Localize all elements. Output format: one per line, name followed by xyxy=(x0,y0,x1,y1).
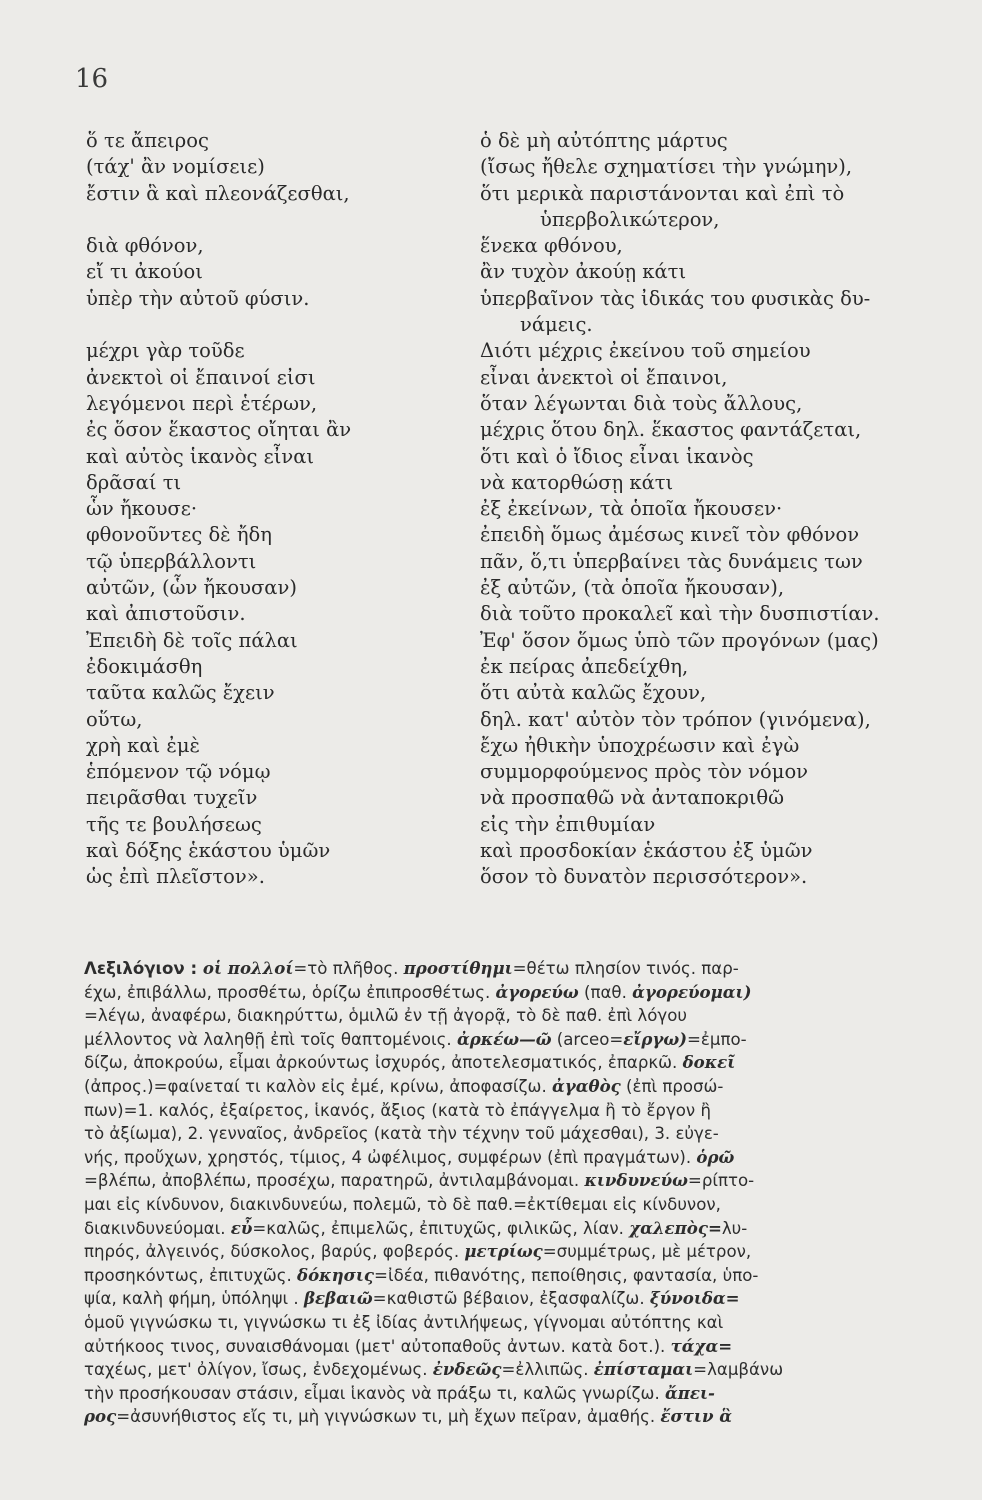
glossary-term: ἄπει- xyxy=(665,1382,715,1403)
translation-line: εἶναι ἀνεκτοὶ οἱ ἔπαινοι, xyxy=(480,365,728,389)
glossary-definition: (ἀπρος.)=φαίνεταί τι καλὸν εἰς ἐμέ, κρίνω, ἀποφασίζω. xyxy=(84,1076,553,1096)
glossary-definition: μέλλοντος νὰ λαληθῇ ἐπὶ τοῖς θαπτομένοις. xyxy=(84,1029,457,1049)
translation-line: καὶ προσδοκίαν ἑκάστου ἐξ ὑμῶν xyxy=(480,839,813,863)
glossary-term: ἀγορεύω xyxy=(495,981,579,1002)
glossary-definition: (ἐπὶ προσώ- xyxy=(620,1076,724,1096)
glossary-definition: =ἐλλιπῶς. xyxy=(501,1360,594,1380)
ancient-text-column xyxy=(86,128,446,891)
glossary-term: ρος xyxy=(84,1406,117,1427)
glossary-definition: προσηκόντως, ἐπιτυχῶς. xyxy=(84,1265,298,1285)
glossary-line xyxy=(84,1240,950,1264)
translation-line: ἂν τυχὸν ἀκούῃ κάτι xyxy=(480,260,687,284)
glossary-definition: τὴν προσήκουσαν στάσιν, εἶμαι ἱκανὸς νὰ πράξω τι, καλῶς γνωρίζω. xyxy=(84,1383,665,1403)
glossary-line xyxy=(84,1169,950,1193)
glossary-term: εἴργω) xyxy=(623,1028,688,1049)
glossary-line xyxy=(84,1051,950,1075)
translation-line: νὰ προσπαθῶ νὰ ἀνταποκριθῶ xyxy=(480,786,785,810)
ancient-text-line: ἐδοκιμάσθη xyxy=(86,654,203,678)
glossary-definition: μαι εἰς κίνδυνον, διακινδυνεύω, πολεμῶ, τὸ δὲ παθ.=ἐκτίθεμαι εἰς κίνδυνον, xyxy=(84,1194,721,1214)
glossary-term: ἔστιν ἃ xyxy=(660,1406,732,1427)
glossary-term: ἀρκέω—ῶ xyxy=(456,1028,552,1049)
ancient-text-line xyxy=(86,207,446,233)
translation-line: ὅτι αὐτὰ καλῶς ἔχουν, xyxy=(480,681,707,705)
ancient-text-line: (τάχ' ἂν νομίσειε) xyxy=(86,155,265,179)
translation-line: ὑπερβαῖνον τὰς ἰδικάς του φυσικὰς δυ- xyxy=(480,286,871,310)
glossary-line xyxy=(84,1311,950,1335)
glossary-line xyxy=(84,957,950,981)
glossary-line xyxy=(84,981,950,1005)
glossary-term: ἀγαθὸς xyxy=(552,1075,621,1096)
glossary-definition: =καλῶς, ἐπιμελῶς, ἐπιτυχῶς, φιλικῶς, λίαν. xyxy=(252,1218,630,1238)
ancient-text-line: Ἐπειδὴ δὲ τοῖς πάλαι xyxy=(86,628,298,652)
glossary-line xyxy=(84,1358,950,1382)
glossary-definition: πων)=1. καλός, ἐξαίρετος, ἱκανός, ἄξιος (κατὰ τὸ ἐπάγγελμα ἢ τὸ ἔργον ἢ xyxy=(84,1100,711,1120)
ancient-text-line: πειρᾶσθαι τυχεῖν xyxy=(86,786,258,810)
ancient-text-line: φθονοῦντες δὲ ἤδη xyxy=(86,523,272,547)
translation-line: ὅταν λέγωνται διὰ τοὺς ἄλλους, xyxy=(480,391,803,415)
glossary-term: κινδυνεύω xyxy=(584,1170,688,1191)
ancient-text-line: οὕτω, xyxy=(86,707,143,731)
ancient-text-line: καὶ δόξης ἑκάστου ὑμῶν xyxy=(86,839,331,863)
glossary-line xyxy=(84,1099,950,1123)
glossary-definition: δίζω, ἀποκρούω, εἶμαι ἀρκούντως ἰσχυρός, ἀποτελεσματικός, ἐπαρκῶ. xyxy=(84,1053,683,1073)
glossary-line xyxy=(84,1122,950,1146)
glossary-definition: =καθιστῶ βέβαιον, ἐξασφαλίζω. xyxy=(372,1289,650,1309)
translation-line: διὰ τοῦτο προκαλεῖ καὶ τὴν δυσπιστίαν. xyxy=(480,602,880,626)
translation-line: νάμεις. xyxy=(520,313,593,337)
glossary-term: δόκησις xyxy=(297,1264,375,1285)
glossary-line xyxy=(84,1004,950,1028)
glossary-definition: ψία, καλὴ φήμη, ὑπόληψι . xyxy=(84,1289,304,1309)
ancient-text-line xyxy=(86,312,446,338)
glossary-term: ἐνδεῶς xyxy=(432,1359,502,1380)
glossary-line xyxy=(84,1287,950,1311)
modern-translation-column xyxy=(480,128,960,891)
glossary-line xyxy=(84,1028,950,1052)
glossary-definition: =ἰδέα, πιθανότης, πεποίθησις, φαντασία, ὑπο- xyxy=(374,1265,759,1285)
ancient-text-line: τῆς τε βουλήσεως xyxy=(86,812,262,836)
glossary-term: βεβαιῶ xyxy=(303,1288,373,1309)
ancient-text-line: αὐτῶν, (ὧν ἤκουσαν) xyxy=(86,576,297,600)
ancient-text-line: ἔστιν ἃ καὶ πλεονάζεσθαι, xyxy=(86,181,350,205)
ancient-text-line: ἑπόμενον τῷ νόμῳ xyxy=(86,760,271,784)
glossary-definition: =θέτω πλησίον τινός. παρ- xyxy=(512,959,739,978)
glossary-definition: νής, προὔχων, χρηστός, τίμιος, 4 ὠφέλιμος, συμφέρων (ἐπὶ πραγμάτων). xyxy=(84,1147,697,1167)
glossary-definition: διακινδυνεύομαι. xyxy=(84,1218,231,1238)
ancient-text-line: διὰ φθόνον, xyxy=(86,234,204,258)
translation-line: ἔχω ἠθικὴν ὑποχρέωσιν καὶ ἐγὼ xyxy=(480,733,800,757)
glossary-line xyxy=(84,1193,950,1217)
translation-line: ἐξ ἐκείνων, τὰ ὁποῖα ἤκουσεν· xyxy=(480,497,783,521)
translation-line: ἐπειδὴ ὅμως ἀμέσως κινεῖ τὸν φθόνον xyxy=(480,523,860,547)
ancient-text-line: λεγόμενοι περὶ ἑτέρων, xyxy=(86,391,318,415)
ancient-text-line: εἴ τι ἀκούοι xyxy=(86,260,203,284)
translation-line: ἕνεκα φθόνου, xyxy=(480,234,623,258)
glossary-line xyxy=(84,1264,950,1288)
glossary-definition: (παθ. xyxy=(578,982,633,1002)
glossary-term: ξύνοιδα= xyxy=(649,1288,740,1309)
ancient-text-line: τῷ ὑπερβάλλοντι xyxy=(86,549,257,573)
translation-line: ὁ δὲ μὴ αὐτόπτης μάρτυς xyxy=(480,129,728,152)
glossary-definition: ὁμοῦ γιγνώσκω τι, γιγνώσκω τι ἐξ ἰδίας ἀντιλήψεως, γίγνομαι αὐτόπτης καὶ xyxy=(84,1312,724,1332)
glossary-definition: =τὸ πλῆθος. xyxy=(293,959,404,978)
glossary-term: οἱ πολλοί xyxy=(202,958,294,978)
glossary-term: προστίθημι xyxy=(403,958,513,978)
translation-line: ἐξ αὐτῶν, (τὰ ὁποῖα ἤκουσαν), xyxy=(480,576,785,600)
translation-line: μέχρις ὅτου δηλ. ἕκαστος φαντάζεται, xyxy=(480,418,862,442)
glossary-definition: =βλέπω, ἀποβλέπω, προσέχω, παρατηρῶ, ἀντιλαμβάνομαι. xyxy=(84,1171,585,1191)
glossary-definition: πηρός, ἀλγεινός, δύσκολος, βαρύς, φοβερός. xyxy=(84,1242,465,1262)
ancient-text-line: ταῦτα καλῶς ἔχειν xyxy=(86,681,275,705)
glossary-line xyxy=(84,1075,950,1099)
translation-line: ὅσον τὸ δυνατὸν περισσότερον». xyxy=(480,865,808,889)
glossary-term: μετρίως xyxy=(464,1241,543,1262)
page-number: 16 xyxy=(75,64,109,94)
ancient-text-line: καὶ ἀπιστοῦσιν. xyxy=(86,602,246,626)
glossary-definition: ταχέως, μετ' ὀλίγον, ἴσως, ἐνδεχομένως. xyxy=(84,1360,433,1380)
glossary-line xyxy=(84,1382,950,1406)
translation-line: Διότι μέχρις ἐκείνου τοῦ σημείου xyxy=(480,339,811,363)
glossary-definition: αὐτήκοος τινος, συναισθάνομαι (μετ' αὐτοπαθοῦς ἀντων. κατὰ δοτ.). xyxy=(84,1336,671,1356)
translation-line: δηλ. κατ' αὐτὸν τὸν τρόπον (γινόμενα), xyxy=(480,707,871,731)
ancient-text-line: ἀνεκτοὶ οἱ ἔπαινοί εἰσι xyxy=(86,365,316,389)
glossary-definition: =ρίπτο- xyxy=(687,1171,755,1191)
glossary-definition: =συμμέτρως, μὲ μέτρον, xyxy=(542,1242,752,1262)
glossary-term: τάχα= xyxy=(670,1335,733,1356)
translation-line: εἰς τὴν ἐπιθυμίαν xyxy=(480,812,656,836)
ancient-text-line: καὶ αὐτὸς ἱκανὸς εἶναι xyxy=(86,444,315,468)
translation-line: (ἴσως ἤθελε σχηματίσει τὴν γνώμην), xyxy=(480,155,853,179)
translation-line: ὅτι μερικὰ παριστάνονται καὶ ἐπὶ τὸ xyxy=(480,181,845,205)
glossary-definition: λυ- xyxy=(721,1218,748,1238)
ancient-text-line: χρὴ καὶ ἐμὲ xyxy=(86,733,200,757)
glossary-term: ἐπίσταμαι xyxy=(593,1359,694,1380)
translation-line: πᾶν, ὅ,τι ὑπερβαίνει τὰς δυνάμεις των xyxy=(480,549,863,573)
translation-line: ὅτι καὶ ὁ ἴδιος εἶναι ἱκανὸς xyxy=(480,444,754,468)
translation-line: Ἐφ' ὅσον ὅμως ὑπὸ τῶν προγόνων (μας) xyxy=(480,628,879,652)
glossary-definition: =ἐμπο- xyxy=(687,1029,747,1049)
glossary-definition: (arceo= xyxy=(551,1029,624,1049)
glossary-title: Λεξιλόγιον : xyxy=(84,959,203,978)
ancient-text-line: ὧν ἤκουσε· xyxy=(86,497,198,521)
glossary-definition: έχω, ἐπιβάλλω, προσθέτω, ὁρίζω ἐπιπροσθέτως. xyxy=(84,982,496,1002)
glossary-line xyxy=(84,1405,950,1429)
glossary-definition: τὸ ἀξίωμα), 2. γενναῖος, ἀνδρεῖος (κατὰ τὴν τέχνην τοῦ μάχεσθαι), 3. εὐγε- xyxy=(84,1124,719,1144)
ancient-text-line: δρᾶσαί τι xyxy=(86,470,182,494)
glossary-term: ὁρῶ xyxy=(696,1146,735,1167)
translation-line: ὑπερβολικώτερον, xyxy=(540,207,720,231)
ancient-text-line: ὑπὲρ τὴν αὐτοῦ φύσιν. xyxy=(86,286,310,310)
glossary-line xyxy=(84,1146,950,1170)
translation-line: συμμορφούμενος πρὸς τὸν νόμον xyxy=(480,760,809,784)
glossary-definition: =λέγω, ἀναφέρω, διακηρύττω, ὁμιλῶ ἐν τῇ ἀγορᾷ, τὸ δὲ παθ. ἐπὶ λόγου xyxy=(84,1006,687,1026)
translation-line: νὰ κατορθώσῃ κάτι xyxy=(480,470,674,494)
glossary-definition: =ἀσυνήθιστος εἴς τι, μὴ γιγνώσκων τι, μὴ ἔχων πεῖραν, ἀμαθής. xyxy=(116,1407,661,1427)
translation-line: ἐκ πείρας ἀπεδείχθη, xyxy=(480,654,689,678)
ancient-text-line: ὅ τε ἄπειρος xyxy=(86,129,209,152)
ancient-text-line: ὡς ἐπὶ πλεῖστον». xyxy=(86,865,265,889)
ancient-text-line: μέχρι γὰρ τοῦδε xyxy=(86,339,245,363)
glossary-term: εὖ xyxy=(230,1217,253,1238)
glossary-definition: =λαμβάνω xyxy=(693,1360,784,1380)
glossary-term: χαλεπὸς= xyxy=(629,1217,722,1238)
glossary-term: δοκεῖ xyxy=(682,1052,736,1073)
glossary-line xyxy=(84,1217,950,1241)
ancient-text-line: ἐς ὅσον ἕκαστος οἴηται ἂν xyxy=(86,418,352,442)
glossary-line xyxy=(84,1335,950,1359)
glossary xyxy=(84,957,950,1429)
glossary-term: ἀγορεύομαι) xyxy=(632,981,752,1002)
